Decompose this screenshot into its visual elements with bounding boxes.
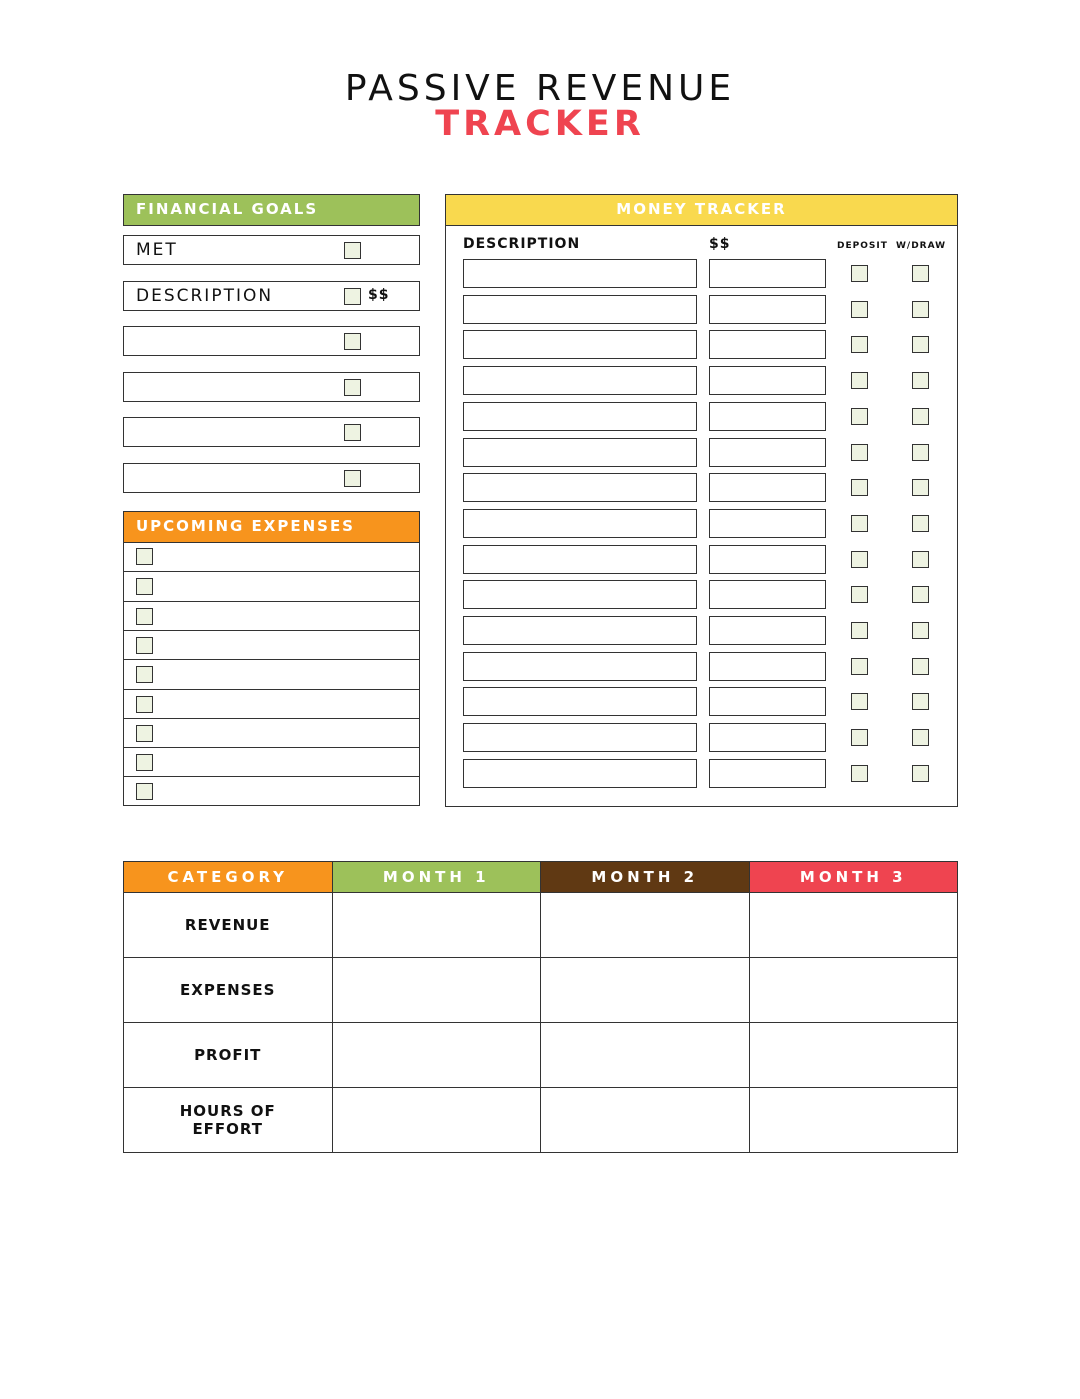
withdraw-checkbox[interactable]	[912, 479, 929, 496]
money-tracker-title: MONEY TRACKER	[616, 200, 787, 218]
money-description-field[interactable]	[463, 366, 697, 395]
expense-checkbox[interactable]	[136, 608, 153, 625]
upcoming-expense-row[interactable]	[124, 718, 419, 747]
money-description-field[interactable]	[463, 759, 697, 788]
money-description-field[interactable]	[463, 473, 697, 502]
month-2-header: MONTH 2	[541, 862, 750, 893]
withdraw-checkbox[interactable]	[912, 622, 929, 639]
withdraw-checkbox[interactable]	[912, 301, 929, 318]
goal-met-checkbox[interactable]	[344, 379, 361, 396]
deposit-checkbox[interactable]	[851, 408, 868, 425]
upcoming-expense-row[interactable]	[124, 601, 419, 630]
financial-goal-label: DESCRIPTION	[136, 285, 274, 306]
summary-category-label: HOURS OF EFFORT	[124, 1088, 333, 1153]
summary-header-row	[124, 862, 958, 893]
summary-row	[124, 958, 958, 1023]
month-3-cell[interactable]	[749, 1023, 958, 1088]
summary-category-label: PROFIT	[124, 1023, 333, 1088]
financial-goal-row[interactable]	[123, 463, 420, 493]
money-amount-field[interactable]	[709, 473, 826, 502]
financial-goal-row[interactable]	[123, 372, 420, 402]
financial-goal-amount-label: $$	[368, 286, 390, 303]
money-description-field[interactable]	[463, 259, 697, 288]
month-3-cell[interactable]	[749, 958, 958, 1023]
month-1-cell[interactable]	[332, 893, 541, 958]
deposit-checkbox[interactable]	[851, 372, 868, 389]
money-description-field[interactable]	[463, 545, 697, 574]
deposit-checkbox[interactable]	[851, 658, 868, 675]
expense-checkbox[interactable]	[136, 725, 153, 742]
summary-row	[124, 1023, 958, 1088]
money-amount-field[interactable]	[709, 402, 826, 431]
money-description-field[interactable]	[463, 723, 697, 752]
month-3-header: MONTH 3	[749, 862, 958, 893]
financial-goals-title: FINANCIAL GOALS	[136, 200, 319, 218]
summary-category-label: EXPENSES	[124, 958, 333, 1023]
deposit-checkbox[interactable]	[851, 622, 868, 639]
summary-row	[124, 893, 958, 958]
money-amount-field[interactable]	[709, 330, 826, 359]
withdraw-checkbox[interactable]	[912, 408, 929, 425]
upcoming-expenses-header	[123, 511, 420, 543]
withdraw-checkbox[interactable]	[912, 729, 929, 746]
description-column-label: DESCRIPTION	[463, 236, 581, 252]
month-3-cell[interactable]	[749, 1088, 958, 1153]
expense-checkbox[interactable]	[136, 696, 153, 713]
money-amount-field[interactable]	[709, 759, 826, 788]
money-description-field[interactable]	[463, 402, 697, 431]
upcoming-expenses-list	[123, 542, 420, 806]
upcoming-expense-row[interactable]	[124, 689, 419, 718]
financial-goal-row[interactable]	[123, 235, 420, 265]
expense-checkbox[interactable]	[136, 637, 153, 654]
money-tracker-header	[445, 194, 958, 226]
money-description-field[interactable]	[463, 687, 697, 716]
upcoming-expense-row[interactable]	[124, 776, 419, 805]
withdraw-checkbox[interactable]	[912, 551, 929, 568]
deposit-checkbox[interactable]	[851, 586, 868, 603]
money-tracker-panel	[445, 225, 958, 807]
page-title: PASSIVE REVENUE	[344, 68, 736, 109]
upcoming-expense-row[interactable]	[124, 659, 419, 688]
expense-checkbox[interactable]	[136, 754, 153, 771]
deposit-checkbox[interactable]	[851, 765, 868, 782]
deposit-checkbox[interactable]	[851, 444, 868, 461]
financial-goal-label: MET	[136, 240, 178, 260]
expense-checkbox[interactable]	[136, 666, 153, 683]
money-description-field[interactable]	[463, 295, 697, 324]
withdraw-checkbox[interactable]	[912, 658, 929, 675]
deposit-checkbox[interactable]	[851, 336, 868, 353]
withdraw-checkbox[interactable]	[912, 765, 929, 782]
goal-met-checkbox[interactable]	[344, 242, 361, 259]
summary-table	[123, 861, 958, 1153]
upcoming-expenses-title: UPCOMING EXPENSES	[136, 517, 355, 535]
goal-met-checkbox[interactable]	[344, 333, 361, 350]
month-1-cell[interactable]	[332, 958, 541, 1023]
month-2-cell[interactable]	[541, 1088, 750, 1153]
money-amount-field[interactable]	[709, 616, 826, 645]
deposit-checkbox[interactable]	[851, 729, 868, 746]
expense-checkbox[interactable]	[136, 783, 153, 800]
money-amount-field[interactable]	[709, 366, 826, 395]
money-description-field[interactable]	[463, 509, 697, 538]
upcoming-expense-row[interactable]	[124, 542, 419, 571]
withdraw-checkbox[interactable]	[912, 336, 929, 353]
deposit-checkbox[interactable]	[851, 693, 868, 710]
summary-row	[124, 1088, 958, 1153]
month-2-cell[interactable]	[541, 958, 750, 1023]
month-2-cell[interactable]	[541, 893, 750, 958]
money-amount-field[interactable]	[709, 687, 826, 716]
month-1-cell[interactable]	[332, 1088, 541, 1153]
expense-checkbox[interactable]	[136, 578, 153, 595]
withdraw-column-label: W/DRAW	[896, 241, 947, 251]
summary-category-label: REVENUE	[124, 893, 333, 958]
month-3-cell[interactable]	[749, 893, 958, 958]
month-1-header: MONTH 1	[332, 862, 541, 893]
withdraw-checkbox[interactable]	[912, 372, 929, 389]
expense-checkbox[interactable]	[136, 548, 153, 565]
money-amount-field[interactable]	[709, 545, 826, 574]
deposit-checkbox[interactable]	[851, 515, 868, 532]
goal-met-checkbox[interactable]	[344, 470, 361, 487]
money-amount-field[interactable]	[709, 259, 826, 288]
page-subtitle: TRACKER	[435, 104, 645, 144]
withdraw-checkbox[interactable]	[912, 515, 929, 532]
money-amount-field[interactable]	[709, 295, 826, 324]
financial-goal-row[interactable]	[123, 326, 420, 356]
financial-goal-row[interactable]	[123, 281, 420, 311]
upcoming-expense-row[interactable]	[124, 747, 419, 776]
money-amount-field[interactable]	[709, 509, 826, 538]
deposit-checkbox[interactable]	[851, 301, 868, 318]
deposit-checkbox[interactable]	[851, 265, 868, 282]
money-description-field[interactable]	[463, 438, 697, 467]
money-amount-field[interactable]	[709, 652, 826, 681]
financial-goal-row[interactable]	[123, 417, 420, 447]
money-description-field[interactable]	[463, 330, 697, 359]
money-amount-field[interactable]	[709, 580, 826, 609]
upcoming-expense-row[interactable]	[124, 571, 419, 600]
goal-met-checkbox[interactable]	[344, 424, 361, 441]
category-header: CATEGORY	[124, 862, 333, 893]
financial-goals-header	[123, 194, 420, 226]
deposit-column-label: DEPOSIT	[837, 241, 888, 251]
money-description-field[interactable]	[463, 580, 697, 609]
upcoming-expense-row[interactable]	[124, 630, 419, 659]
month-1-cell[interactable]	[332, 1023, 541, 1088]
withdraw-checkbox[interactable]	[912, 586, 929, 603]
deposit-checkbox[interactable]	[851, 551, 868, 568]
money-description-field[interactable]	[463, 652, 697, 681]
money-description-field[interactable]	[463, 616, 697, 645]
goal-met-checkbox[interactable]	[344, 288, 361, 305]
withdraw-checkbox[interactable]	[912, 693, 929, 710]
amount-column-label: $$	[709, 236, 731, 252]
money-amount-field[interactable]	[709, 723, 826, 752]
deposit-checkbox[interactable]	[851, 479, 868, 496]
money-amount-field[interactable]	[709, 438, 826, 467]
withdraw-checkbox[interactable]	[912, 265, 929, 282]
month-2-cell[interactable]	[541, 1023, 750, 1088]
withdraw-checkbox[interactable]	[912, 444, 929, 461]
